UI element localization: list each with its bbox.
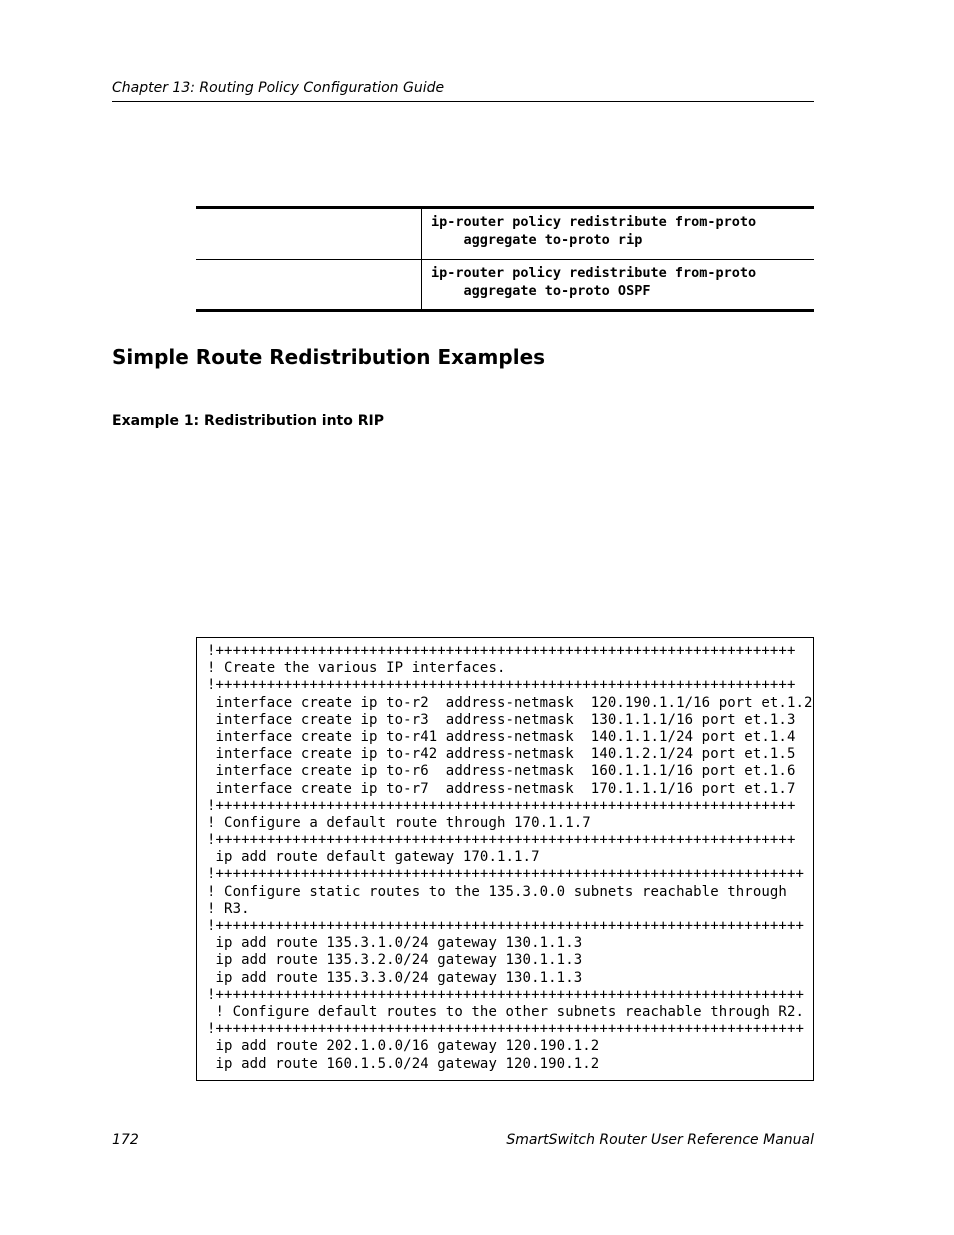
code-line: ip add route 135.3.2.0/24 gateway 130.1.1.3 xyxy=(207,952,583,969)
code-line: !+++++++++++++++++++++++++++++++++++++++++++++++++++++++++++++++++++++ xyxy=(207,1021,805,1038)
code-line: !+++++++++++++++++++++++++++++++++++++++++++++++++++++++++++++++++++++ xyxy=(207,918,805,934)
command-table-command-cell xyxy=(422,208,815,260)
code-line: !++++++++++++++++++++++++++++++++++++++++++++++++++++++++++++++++++++ xyxy=(207,832,796,849)
manual-title: SmartSwitch Router User Reference Manual xyxy=(506,1132,814,1148)
code-line: ! Configure static routes to the 135.3.0.0 subnets reachable through xyxy=(207,883,787,900)
code-line: ip add route 160.1.5.0/24 gateway 120.190.1.2 xyxy=(207,1055,600,1072)
code-lines xyxy=(197,638,813,1073)
code-line: ip add route 135.3.3.0/24 gateway 130.1.1.3 xyxy=(207,969,583,986)
command-table-row xyxy=(196,260,814,311)
running-head-text: Chapter 13: Routing Policy Configuration Guide xyxy=(112,80,445,96)
code-listing xyxy=(196,637,814,1081)
command-table-label-cell xyxy=(196,260,422,311)
page-number: 172 xyxy=(112,1132,139,1148)
code-line: interface create ip to-r3 address-netmask 130.1.1.1/16 port et.1.3 xyxy=(207,711,796,728)
code-line: ip add route 202.1.0.0/16 gateway 120.190.1.2 xyxy=(207,1038,600,1055)
code-line: !++++++++++++++++++++++++++++++++++++++++++++++++++++++++++++++++++++ xyxy=(207,643,796,659)
code-line: !+++++++++++++++++++++++++++++++++++++++++++++++++++++++++++++++++++++ xyxy=(207,986,805,1003)
code-line: !++++++++++++++++++++++++++++++++++++++++++++++++++++++++++++++++++++ xyxy=(207,677,796,694)
code-line: ! Configure default routes to the other subnets reachable through R2. xyxy=(207,1003,805,1020)
code-line: interface create ip to-r6 address-netmask 160.1.1.1/16 port et.1.6 xyxy=(207,763,796,780)
code-line: interface create ip to-r7 address-netmask 170.1.1.1/16 port et.1.7 xyxy=(207,780,796,797)
command-table xyxy=(196,206,814,312)
code-line: !+++++++++++++++++++++++++++++++++++++++++++++++++++++++++++++++++++++ xyxy=(207,866,805,883)
code-line: interface create ip to-r41 address-netmask 140.1.1.1/24 port et.1.4 xyxy=(207,728,796,745)
command-text: ip-router policy redistribute from-proto aggregate to-proto OSPF xyxy=(431,265,757,299)
code-line: ! Configure a default route through 170.1.1.7 xyxy=(207,814,591,831)
code-line: interface create ip to-r2 address-netmask 120.190.1.1/16 port et.1.2 xyxy=(207,694,813,711)
code-line: interface create ip to-r42 address-netmask 140.1.2.1/24 port et.1.5 xyxy=(207,746,796,763)
running-head xyxy=(112,79,814,102)
command-table-label-cell xyxy=(196,208,422,260)
code-line: ip add route 135.3.1.0/24 gateway 130.1.1.3 xyxy=(207,935,583,952)
code-line: ! R3. xyxy=(207,900,250,917)
command-table-row xyxy=(196,208,814,260)
example-title: Example 1: Redistribution into RIP xyxy=(112,413,384,429)
command-text: ip-router policy redistribute from-proto aggregate to-proto rip xyxy=(431,214,757,248)
command-table-command-cell xyxy=(422,260,815,311)
code-line: !++++++++++++++++++++++++++++++++++++++++++++++++++++++++++++++++++++ xyxy=(207,797,796,814)
code-line: ! Create the various IP interfaces. xyxy=(207,660,506,677)
section-title: Simple Route Redistribution Examples xyxy=(112,345,546,369)
code-line: ip add route default gateway 170.1.1.7 xyxy=(207,849,540,866)
